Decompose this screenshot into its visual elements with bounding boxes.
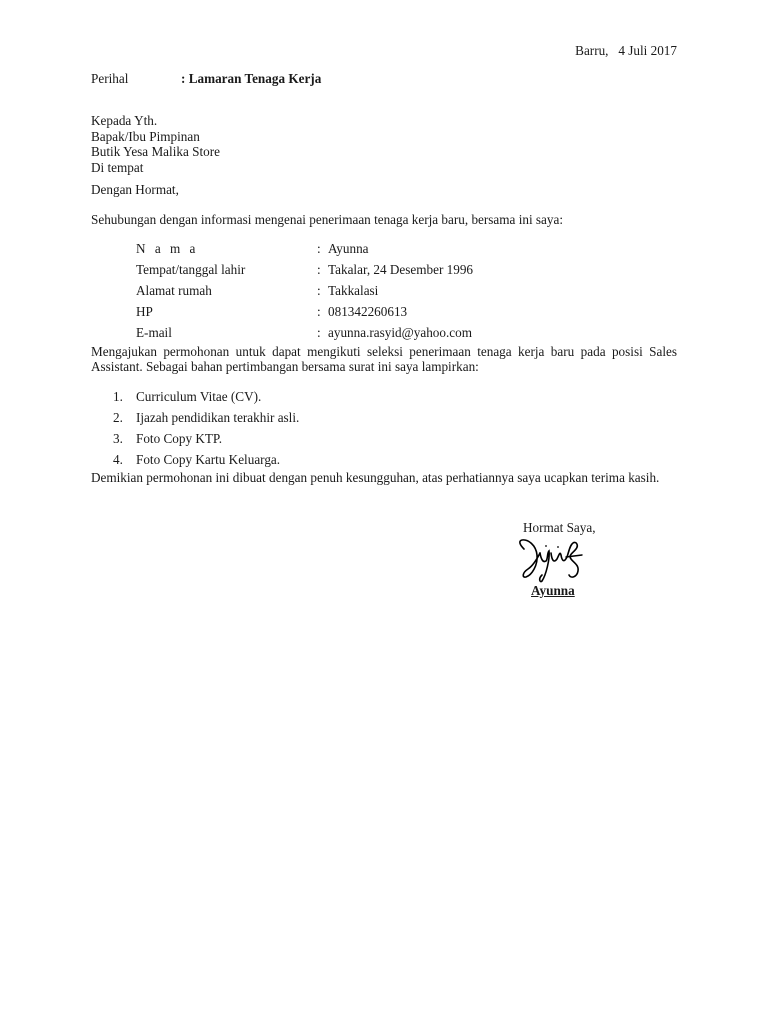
recipient-line: Di tempat: [91, 159, 144, 175]
list-number: 4.: [113, 452, 123, 467]
info-value: Takkalasi: [328, 283, 379, 298]
signature-image: [516, 535, 591, 585]
attachment-list: [91, 386, 299, 470]
info-row: [136, 301, 677, 322]
info-row: [136, 259, 677, 280]
info-label: N a m a: [136, 241, 199, 256]
recipient-block: [91, 113, 220, 175]
subject-line: [91, 71, 321, 87]
list-number: 3.: [113, 431, 123, 446]
list-item: [91, 449, 299, 470]
recipient-line: Bapak/Ibu Pimpinan: [91, 128, 200, 144]
closing-salutation: Hormat Saya,: [523, 520, 596, 535]
info-separator: :: [317, 241, 321, 256]
application-paragraph: Mengajukan permohonan untuk dapat mengikuti seleksi penerimaan tenaga kerja baru pada posisi Sales Assistant. Sebagai bahan pertimbangan bersama surat ini saya lampirkan:: [91, 344, 677, 374]
subject-value: : Lamaran Tenaga Kerja: [181, 71, 322, 86]
list-number: 2.: [113, 410, 123, 425]
info-separator: :: [317, 304, 321, 319]
info-value: ayunna.rasyid@yahoo.com: [328, 325, 472, 340]
recipient-line: Kepada Yth.: [91, 113, 158, 128]
letter-date: Barru, 4 Juli 2017: [575, 43, 677, 58]
signature-name: Ayunna: [531, 583, 575, 598]
intro-text: Sehubungan dengan informasi mengenai penerimaan tenaga kerja baru, bersama ini saya:: [91, 212, 564, 227]
list-text: Ijazah pendidikan terakhir asli.: [136, 410, 300, 425]
info-label: Alamat rumah: [136, 283, 212, 298]
list-text: Curriculum Vitae (CV).: [136, 389, 262, 404]
info-value: Takalar, 24 Desember 1996: [328, 262, 474, 277]
list-item: [91, 407, 299, 428]
info-label: Tempat/tanggal lahir: [136, 262, 246, 277]
list-number: 1.: [113, 389, 123, 404]
info-separator: :: [317, 262, 321, 277]
closing-paragraph: Demikian permohonan ini dibuat dengan penuh kesungguhan, atas perhatiannya saya ucapkan terima kasih.: [91, 470, 660, 485]
list-text: Foto Copy Kartu Keluarga.: [136, 452, 281, 467]
info-row: [136, 280, 677, 301]
info-label: HP: [136, 304, 153, 319]
recipient-line: Butik Yesa Malika Store: [91, 144, 220, 159]
info-row: [136, 322, 677, 343]
list-item: [91, 386, 299, 407]
info-separator: :: [317, 325, 321, 340]
applicant-info: [136, 238, 677, 343]
info-value: Ayunna: [328, 241, 369, 256]
letter-page: [91, 0, 677, 1024]
list-item: [91, 428, 299, 449]
list-text: Foto Copy KTP.: [136, 431, 223, 446]
greeting: Dengan Hormat,: [91, 182, 179, 197]
info-label: E-mail: [136, 325, 172, 340]
info-row: [136, 238, 677, 259]
subject-label: Perihal: [91, 71, 129, 86]
info-separator: :: [317, 283, 321, 298]
info-value: 081342260613: [328, 304, 408, 319]
